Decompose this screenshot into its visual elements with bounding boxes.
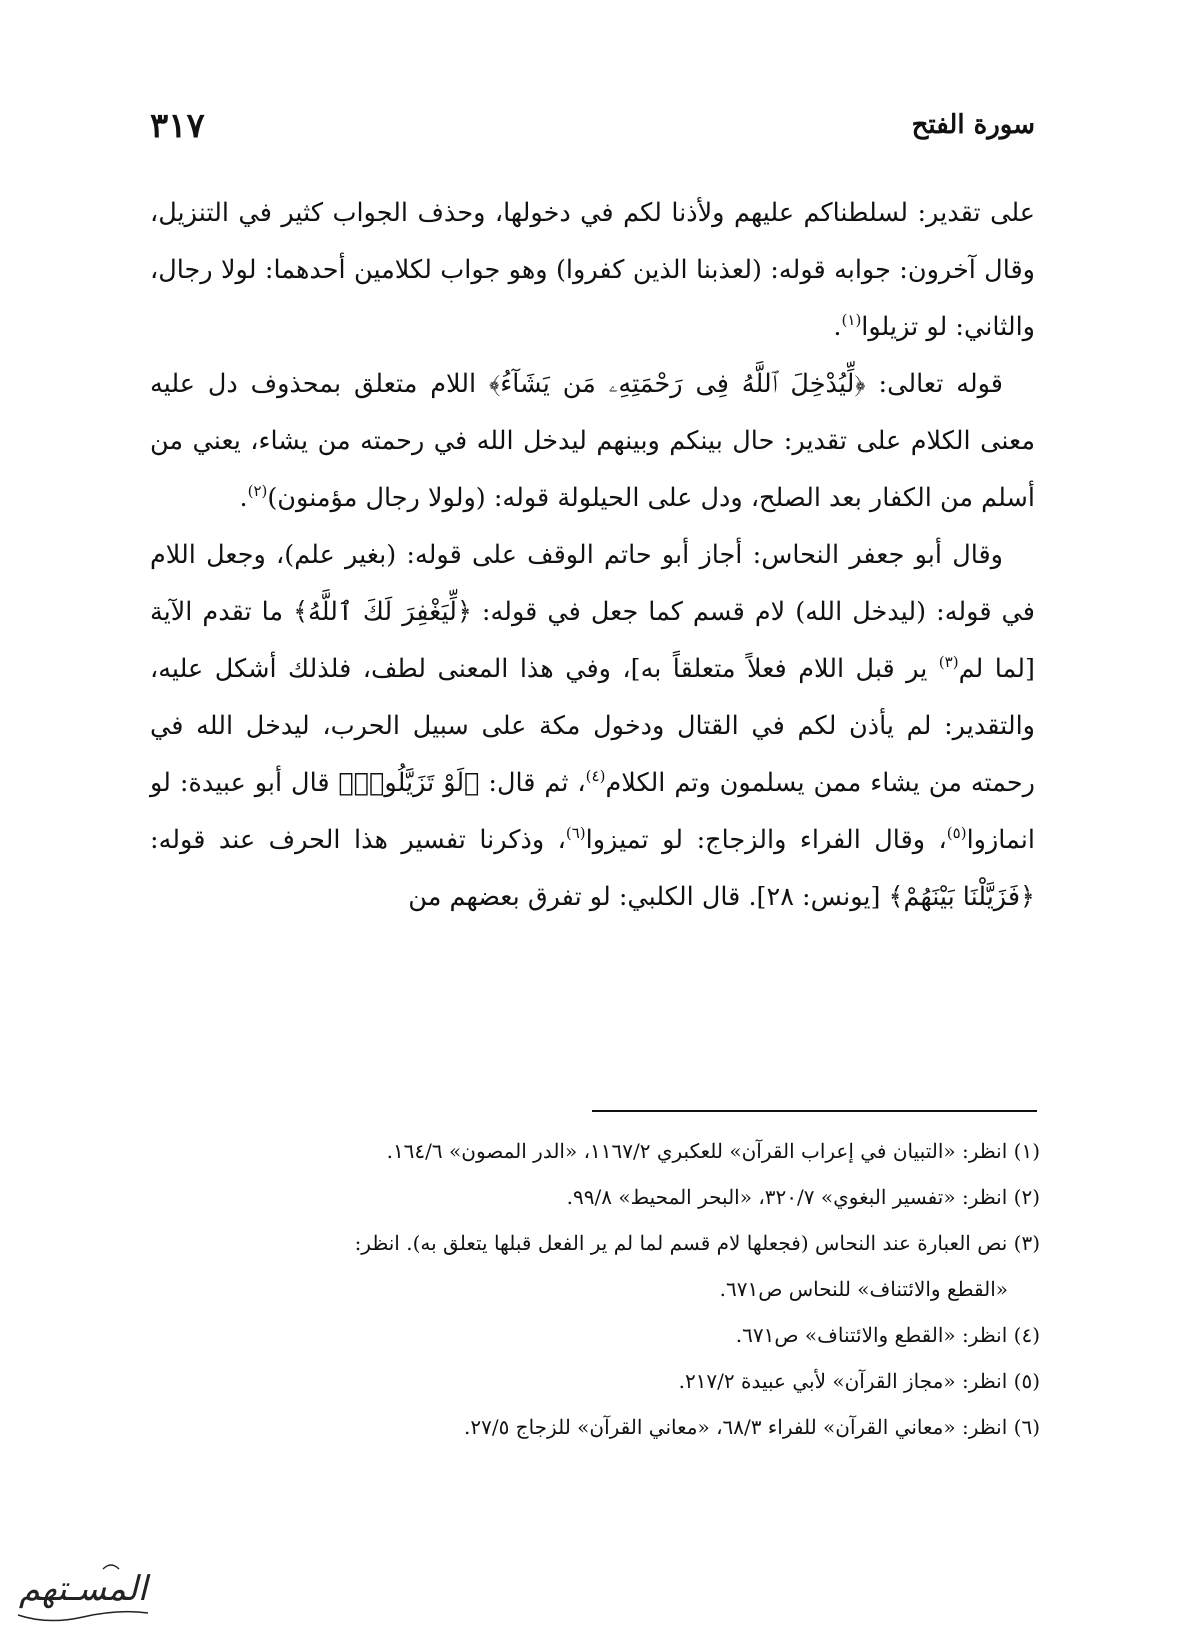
- paragraph-3-part-e: ، وذكرنا تفسير هذا الحرف عند قوله: ﴿فَزَيَّلْنَا بَيْنَهُمْ﴾ [يونس: ٢٨]. قال الكلبي: لو تفرق بعضهم من: [150, 825, 1035, 912]
- publisher-logo-text: المسـتهم: [18, 1569, 148, 1609]
- footnote-1: (١) انظر: «التبيان في إعراب القرآن» للعكبري ١١٦٧/٢، «الدر المصون» ١٦٤/٦.: [386, 1139, 1040, 1163]
- publisher-logo: [8, 1555, 158, 1635]
- paragraph-3-part-a: وقال أبو جعفر النحاس: أجاز أبو حاتم الوقف على قوله: (بغير علم)، وجعل اللام في قوله: (ليدخل الله) لام قسم كما جعل في قوله: ﴿لِّيَغْفِرَ لَكَ ٱللَّهُ﴾ ما تقدم الآية [لما لم: [150, 540, 1036, 684]
- footnote-3-continued: «القطع والائتناف» للنحاس ص٦٧١.: [719, 1277, 1008, 1301]
- paragraph-1-text: على تقدير: لسلطناكم عليهم ولأذنا لكم في دخولها، وحذف الجواب كثير في التنزيل، وقال آخرون: جوابه قوله: (لعذبنا الذين كفروا) وهو جواب لكلامين أحدهما: لولا رجال، والثاني: لو تزيلوا: [150, 198, 1035, 342]
- page-number: ٣١٧: [150, 106, 205, 146]
- page-header: [150, 106, 1035, 160]
- footnotes: [150, 1128, 1040, 1450]
- paragraph-3-part-c: ، ثم قال: ﴿لَوْ تَزَيَّلُوا۟﴾ قال أبو عبيدة: لو انمازوا: [150, 768, 1035, 855]
- paragraph-2-text: قوله تعالى: ﴿لِّيُدْخِلَ ٱللَّهُ فِى رَحْمَتِهِۦ مَن يَشَآءُ﴾ اللام متعلق بمحذوف دل عليه معنى الكلام على تقدير: حال بينكم وبينهم ليدخل الله في رحمته من يشاء، يعني من أسلم من الكفار بعد الصلح، ودل على الحيلولة قوله: (ولولا رجال مؤمنون): [150, 369, 1035, 513]
- footnote-ref-5: (٥): [946, 824, 967, 842]
- footnote-3: (٣) نص العبارة عند النحاس (فجعلها لام قسم لما لم ير الفعل قبلها يتعلق به). انظر:: [354, 1231, 1040, 1255]
- footnote-separator: [592, 1110, 1037, 1112]
- footnote-ref-2: (٢): [247, 482, 268, 500]
- paragraph-1-end: .: [833, 312, 842, 342]
- footnote-ref-6: (٦): [565, 824, 586, 842]
- footnote-ref-4: (٤): [585, 767, 606, 785]
- surah-title: سورة الفتح: [911, 110, 1035, 140]
- paragraph-2-end: .: [239, 483, 248, 513]
- footnote-2: (٢) انظر: «تفسير البغوي» ٣٢٠/٧، «البحر المحيط» ٩٩/٨.: [566, 1185, 1040, 1209]
- logo-flourish: [18, 1612, 148, 1621]
- footnote-ref-1: (١): [841, 311, 862, 329]
- paragraph-3-part-d: ، وقال الفراء والزجاج: لو تميزوا: [585, 825, 947, 855]
- main-text: [150, 185, 1035, 926]
- paragraph-2: [150, 356, 1035, 527]
- footnote-ref-3: (٣): [938, 653, 959, 671]
- footnote-6: (٦) انظر: «معاني القرآن» للفراء ٦٨/٣، «معاني القرآن» للزجاج ٢٧/٥.: [463, 1415, 1040, 1439]
- paragraph-3: [150, 527, 1035, 926]
- footnote-4: (٤) انظر: «القطع والائتناف» ص٦٧١.: [735, 1323, 1040, 1347]
- paragraph-1: [150, 185, 1035, 356]
- footnote-5: (٥) انظر: «مجاز القرآن» لأبي عبيدة ٢١٧/٢.: [678, 1369, 1040, 1393]
- paragraph-3-part-b: ير قبل اللام فعلاً متعلقاً به]، وفي هذا المعنى لطف، فلذلك أشكل عليه، والتقدير: لم يأذن لكم في القتال ودخول مكة على سبيل الحرب، ليدخل الله في رحمته من يشاء ممن يسلمون وتم الكلام: [150, 654, 1035, 798]
